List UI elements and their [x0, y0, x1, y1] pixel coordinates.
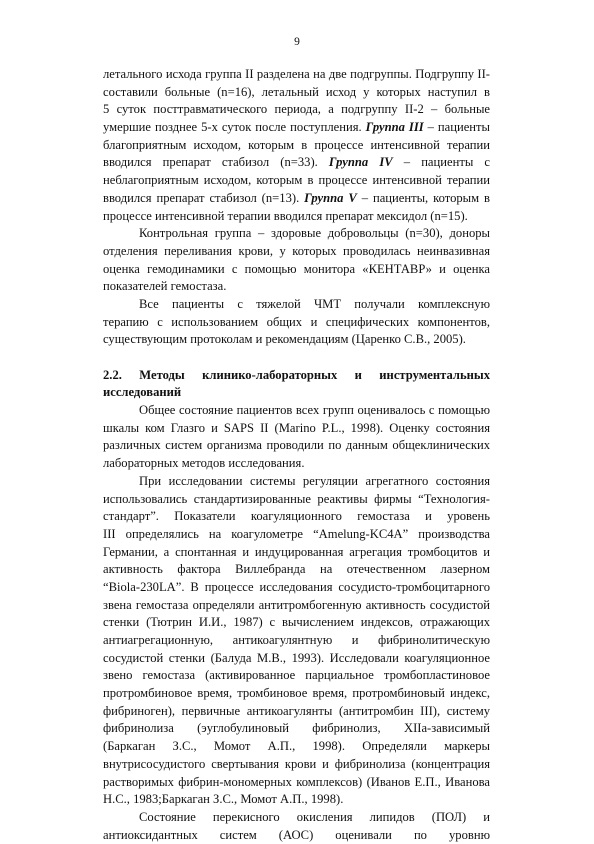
text-line: неблагоприятным исходом, которым в процессе интенсивной терапии [103, 173, 490, 188]
text-line: растворимых фибрин-мономерных комплексов) (Иванов Е.П., Иванова [103, 774, 490, 789]
text-line: лабораторных методов исследования. [103, 456, 305, 471]
group-label: Группа IV [328, 155, 393, 170]
text-line: Состояние перекисного окисления липидов (ПОЛ) и [139, 809, 490, 824]
text-line [103, 154, 490, 172]
text-line: 5 суток посттравматического периода, а подгруппу II-2 – больные [103, 102, 490, 117]
text-line: шкалы ком Глазго и SAPS II (Marino P.L., 1998). Оценку состояния [103, 420, 490, 435]
text-line: сосудистой стенки (Балуда М.В., 1993). Исследовали коагуляционное [103, 650, 490, 665]
text-line: существующим протоколам и рекомендациям (Царенко С.В., 2005). [103, 332, 466, 347]
text-line: III определялись на коагулометре “Amelung-KC4A” производства [103, 526, 490, 541]
page-number: 9 [294, 36, 300, 48]
text-line: отделения переливания крови, у которых проводилась неинвазивная [103, 243, 490, 258]
text-line: Общее состояние пациентов всех групп оценивалось с помощью [139, 403, 490, 418]
text-run: – пациенты [427, 120, 490, 135]
text-line: звена гемостаза определяли антитромбогенную активность сосудистой [103, 597, 490, 612]
text-line: различных систем организма проводили по данным общеклинических [103, 438, 490, 453]
text-run: умершие позднее 5-х суток после поступления. [103, 120, 366, 135]
text-line: благоприятным исходом, которым в процессе интенсивной терапии [103, 137, 490, 152]
text-line: внутрисосудистого свертывания крови и фибринолиза (концентрация [103, 756, 490, 771]
text-line: составили больные (n=16), летальный исход у которых наступил в [103, 84, 490, 99]
text-line: протромбиновое время, тромбиновое время, протромбиновый индекс, [103, 686, 490, 701]
text-line: Контрольная группа – здоровые добровольцы (n=30), доноры [139, 226, 490, 241]
text-line: летального исхода группа II разделена на две подгруппы. Подгруппу II- [103, 67, 490, 81]
text-line: звено гемостаза (активированное парциальное тромбопластиновое [103, 668, 490, 683]
text-line: антиоксидантных систем (АОС) оценивали по уровню [103, 827, 490, 842]
text-line: стандарт”. Показатели коагуляционного гемостаза и уровень [103, 509, 490, 524]
text-run: – пациенты, которым в [356, 190, 490, 205]
group-label: Группа V [304, 190, 357, 205]
text-line: (Баркаган З.С., Момот А.П., 1998). Определяли маркеры [103, 739, 490, 754]
text-line: антиагрегационную, антикоагулянтную и фибринолитическую [103, 633, 490, 647]
body-text [103, 66, 490, 844]
text-run: вводился препарат стабизол (n=33). [103, 155, 329, 170]
text-line: стенки (Тютрин И.И., 1987) с вычислением индексов, отражающих [103, 615, 490, 630]
text-line: активность фактора Виллебранда на отечественном лазерном [103, 562, 490, 577]
text-line: показателей гемостаза. [103, 279, 227, 294]
text-line: “Biola-230LA”. В процессе исследования сосудисто-тромбоцитарного [103, 579, 490, 594]
text-line [103, 190, 490, 208]
text-line: При исследовании системы регуляции агрегатного состояния [139, 473, 490, 488]
section-heading: 2.2. Методы клинико-лабораторных и инструментальных [103, 367, 490, 382]
paragraph-gap [103, 349, 490, 367]
text-line: терапию с использованием общих и специфических компонентов, [103, 314, 490, 329]
text-run: – пациенты с [392, 155, 490, 170]
text-line: фибриноген), первичные антикоагулянты (антитромбин III), систему [103, 703, 490, 718]
text-line: Н.С., 1983;Баркаган З.С., Момот А.П., 1998). [103, 792, 344, 807]
section-heading: исследований [103, 385, 182, 400]
text-run: вводился препарат стабизол (n=13). [103, 190, 305, 205]
text-line: фибринолиза (эуглобулиновый фибринолиз, XIIа-зависимый [103, 721, 490, 736]
text-line: Все пациенты с тяжелой ЧМТ получали комплексную [139, 296, 490, 311]
text-line: процессе интенсивной терапии вводился препарат мексидол (n=15). [103, 208, 468, 223]
group-label: Группа III [365, 120, 424, 135]
text-line [103, 119, 490, 137]
text-line: оценка гемодинамики с помощью монитора «КЕНТАВР» и оценка [103, 261, 490, 276]
text-line: Германии, а спонтанная и индуцированная агрегация тромбоцитов и [103, 544, 490, 559]
text-line: использовались стандартизированные реактивы фирмы “Технология- [103, 491, 490, 506]
